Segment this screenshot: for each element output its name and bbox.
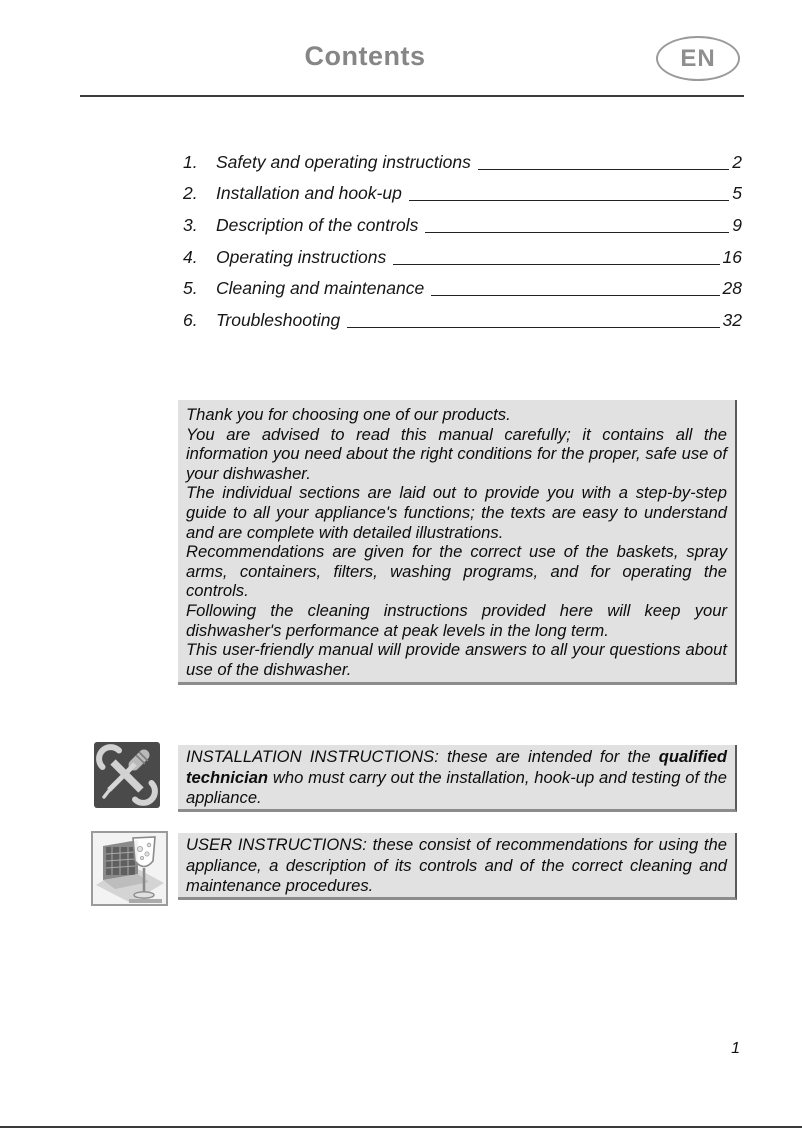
installation-note-bold: qualified technician	[186, 747, 727, 787]
toc-entry	[183, 299, 742, 331]
toc-entry-page: 32	[722, 310, 742, 331]
language-badge	[656, 36, 740, 81]
language-badge-label: EN	[680, 44, 716, 72]
toc-entry-number: 3.	[183, 215, 198, 236]
toc-entry	[183, 268, 742, 300]
user-instructions-box	[178, 833, 737, 900]
footer-divider	[0, 1126, 802, 1128]
toc-entry	[183, 236, 742, 268]
intro-paragraph: Thank you for choosing one of our products.	[186, 405, 511, 424]
installation-note-text: who must carry out the installation, hook-up and testing of the appliance.	[186, 767, 727, 808]
page-number: 1	[731, 1040, 740, 1057]
intro-paragraph: You are advised to read this manual carefully; it contains all the information you need about the right conditions for the proper, safe use of your dishwasher.	[186, 424, 727, 483]
intro-text-box	[178, 400, 737, 685]
toc-leader-line	[431, 295, 719, 296]
intro-paragraph: This user-friendly manual will provide answers to all your questions about use of the dishwasher.	[186, 640, 727, 679]
toc-entry-page: 2	[732, 151, 742, 172]
user-note-text: USER INSTRUCTIONS: these consist of recommendations for using the appliance, a description of its controls and of the correct cleaning and maintenance procedures.	[186, 835, 727, 896]
toc-entry-label: Troubleshooting	[216, 310, 341, 331]
toc-entry-number: 2.	[183, 183, 198, 204]
toc-entry-page: 28	[722, 278, 742, 299]
page-title: Contents	[304, 41, 426, 71]
installation-instructions-box	[178, 745, 737, 812]
toc-leader-line	[409, 200, 729, 201]
intro-paragraph: Recommendations are given for the correct use of the baskets, spray arms, containers, filters, washing programs, and for operating the controls.	[186, 542, 727, 601]
header-divider	[80, 95, 744, 97]
toc-entry-number: 4.	[183, 246, 198, 267]
toc-leader-line	[393, 264, 719, 265]
toc-entry-label: Safety and operating instructions	[216, 151, 471, 172]
toc-entry-label: Operating instructions	[216, 246, 387, 267]
toc-entry-number: 5.	[183, 278, 198, 299]
toc-entry-label: Cleaning and maintenance	[216, 278, 425, 299]
toc-entry-label: Installation and hook-up	[216, 183, 402, 204]
toc-leader-line	[425, 232, 729, 233]
toc-entry	[183, 173, 742, 205]
installation-note-text: INSTALLATION INSTRUCTIONS: these are intended for the	[186, 747, 659, 766]
toc-entry-page: 16	[722, 246, 742, 267]
dishwasher-glass-icon	[91, 831, 168, 906]
toc-entry-page: 9	[732, 215, 742, 236]
intro-paragraph: The individual sections are laid out to provide you with a step-by-step guide to all your appliance's functions; the texts are easy to understand and are complete with detailed illustrations.	[186, 483, 727, 542]
tools-icon	[94, 742, 160, 808]
toc-entry-number: 6.	[183, 310, 198, 331]
toc-leader-line	[347, 327, 719, 328]
intro-paragraph: Following the cleaning instructions provided here will keep your dishwasher's performance at peak levels in the long term.	[186, 600, 727, 640]
toc-entry-page: 5	[732, 183, 742, 204]
toc-entry	[183, 204, 742, 236]
table-of-contents	[183, 141, 742, 331]
toc-entry	[183, 141, 742, 173]
toc-entry-label: Description of the controls	[216, 215, 419, 236]
toc-leader-line	[478, 169, 729, 170]
toc-entry-number: 1.	[183, 151, 198, 172]
